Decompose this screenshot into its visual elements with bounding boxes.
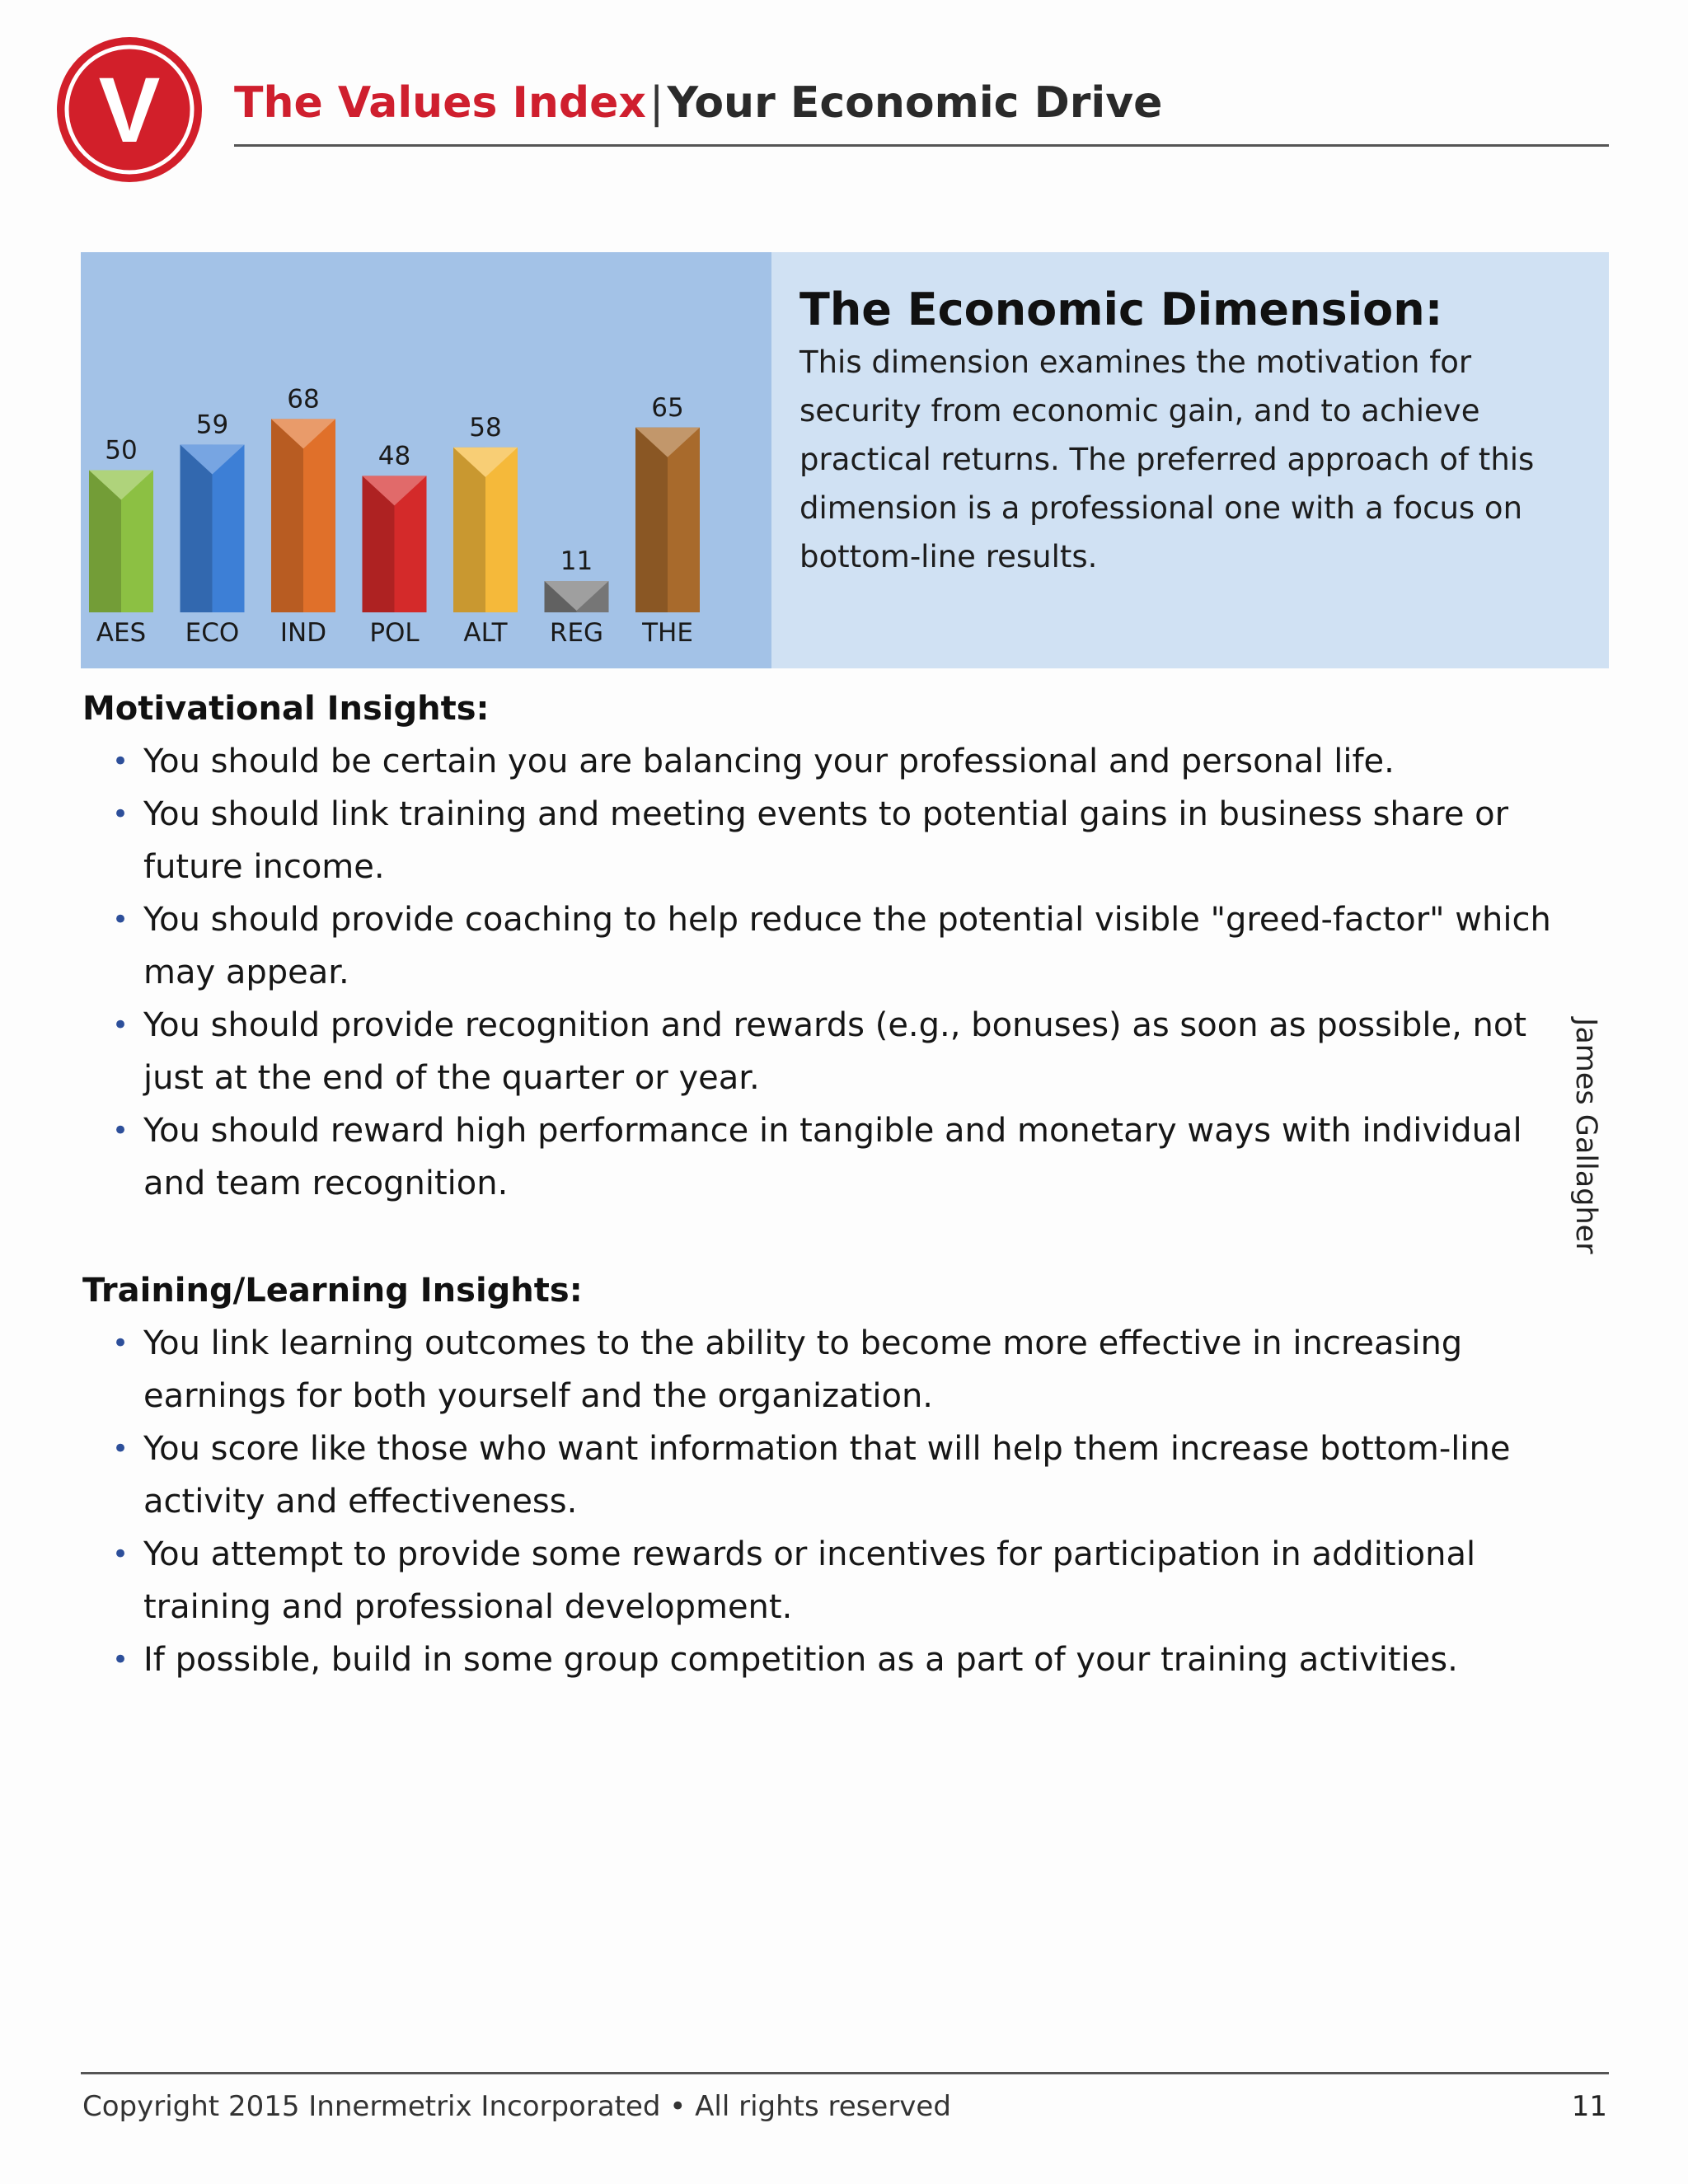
training-list <box>82 1317 1582 1686</box>
bar-value-label: 58 <box>469 412 502 443</box>
list-item-text: You score like those who want information that will help them increase bottom-line activity and effectiveness. <box>143 1430 1511 1521</box>
header-title <box>234 73 1162 134</box>
bar-the-left <box>635 428 668 612</box>
values-bar-chart <box>81 252 771 668</box>
list-item-text: You should provide recognition and rewards (e.g., bonuses) as soon as possible, not just at the end of the quarter or year. <box>143 1006 1527 1097</box>
list-item <box>82 1317 1582 1422</box>
list-item <box>82 1528 1582 1633</box>
bar-category-label: REG <box>549 618 604 648</box>
bar-category-label: ALT <box>463 618 508 648</box>
bullet-icon: • <box>112 1327 129 1360</box>
bar-category-label: ECO <box>185 618 240 648</box>
bar-ind-right <box>303 419 335 612</box>
list-item <box>82 999 1582 1104</box>
list-item-text: If possible, build in some group competition as a part of your training activities. <box>143 1641 1458 1679</box>
copyright-text: Copyright 2015 Innermetrix Incorporated • All rights reserved <box>82 2090 951 2123</box>
bar-the-right <box>668 428 700 612</box>
economic-dimension-panel <box>81 252 1609 668</box>
bar-ind-left <box>271 419 303 612</box>
bar-category-label: AES <box>96 618 147 648</box>
training-insights-section <box>82 1264 1582 1686</box>
bullet-icon: • <box>112 1538 129 1571</box>
bullet-icon: • <box>112 1009 129 1042</box>
bullet-icon: • <box>112 798 129 831</box>
bar-value-label: 48 <box>377 441 411 471</box>
training-heading: Training/Learning Insights: <box>82 1272 583 1310</box>
list-item <box>82 1633 1582 1686</box>
list-item-text: You should be certain you are balancing your professional and personal life. <box>143 743 1395 780</box>
list-item-text: You attempt to provide some rewards or incentives for participation in additional training and professional development. <box>143 1535 1476 1626</box>
bar-value-label: 65 <box>651 392 684 423</box>
page-number: 11 <box>1571 2090 1607 2123</box>
list-item <box>82 788 1582 893</box>
bar-category-label: IND <box>279 618 327 648</box>
bar-category-label: THE <box>642 618 693 648</box>
motivational-heading: Motivational Insights: <box>82 690 490 728</box>
bullet-icon: • <box>112 745 129 778</box>
page-subtitle: Your Economic Drive <box>667 78 1163 128</box>
brand-name: The Values Index <box>234 78 646 128</box>
list-item-text: You should link training and meeting events to potential gains in business share or future income. <box>143 795 1509 886</box>
logo-letter: V <box>98 59 161 162</box>
header-rule <box>234 144 1609 147</box>
list-item-text: You link learning outcomes to the ability to become more effective in increasing earnings for both yourself and the organization. <box>143 1324 1463 1415</box>
title-separator: | <box>649 78 664 128</box>
bullet-icon: • <box>112 1643 129 1676</box>
bar-category-label: POL <box>369 618 420 648</box>
bullet-icon: • <box>112 903 129 936</box>
bar-value-label: 59 <box>195 410 229 440</box>
bar-chart-svg <box>81 252 771 668</box>
values-index-logo <box>54 35 204 185</box>
list-item <box>82 1104 1582 1210</box>
list-item-text: You should reward high performance in tangible and monetary ways with individual and team recognition. <box>143 1112 1522 1202</box>
bar-value-label: 68 <box>287 384 320 415</box>
bullet-icon: • <box>112 1432 129 1465</box>
bar-value-label: 50 <box>105 435 138 466</box>
bar-value-label: 11 <box>560 546 593 577</box>
respondent-name: James Gallagher <box>1569 1018 1602 1254</box>
list-item <box>82 893 1582 999</box>
dimension-description-box <box>771 252 1609 668</box>
list-item <box>82 735 1582 788</box>
bullet-icon: • <box>112 1114 129 1147</box>
list-item <box>82 1422 1582 1528</box>
motivational-list <box>82 735 1582 1210</box>
dimension-description: This dimension examines the motivation for security from economic gain, and to achieve practical returns. The preferred approach of this dimension is a professional one with a focus on bottom-line results. <box>799 344 1535 574</box>
list-item-text: You should provide coaching to help reduce the potential visible "greed-factor" which may appear. <box>143 901 1551 991</box>
footer-rule <box>81 2072 1609 2074</box>
dimension-title: The Economic Dimension: <box>799 284 1443 335</box>
motivational-insights-section <box>82 682 1582 1210</box>
